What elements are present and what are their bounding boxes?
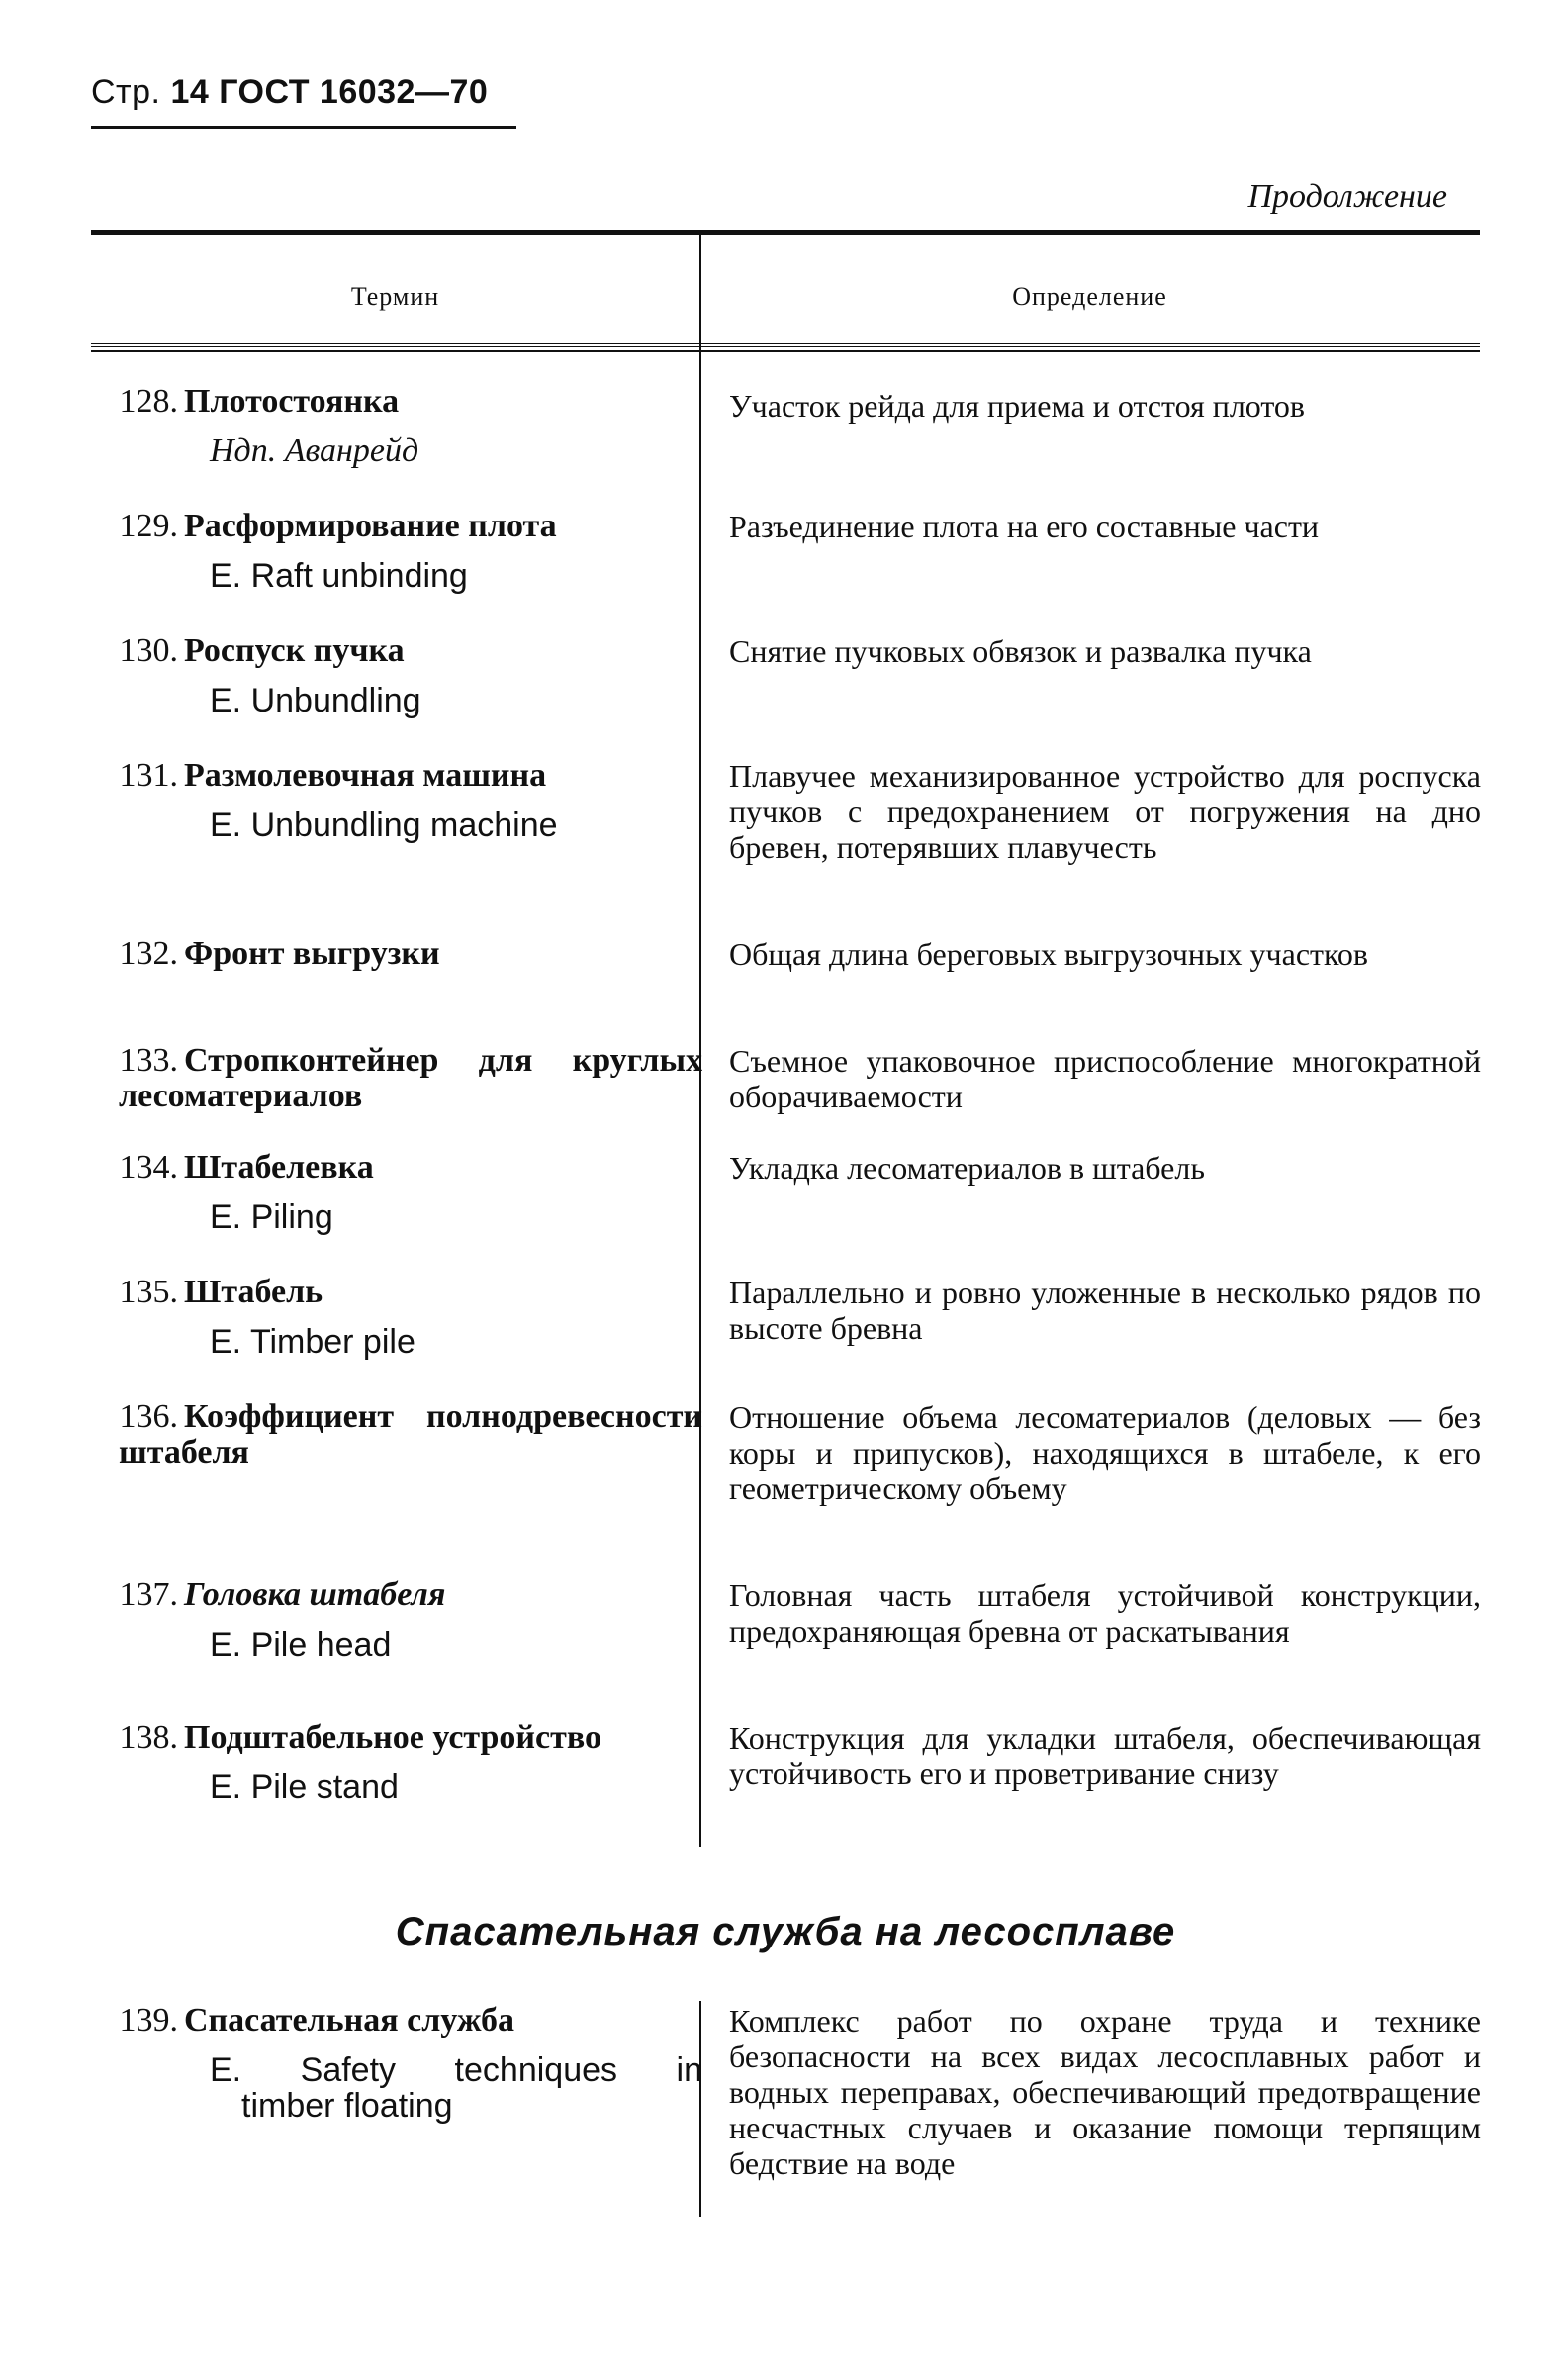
table-top-rule <box>91 230 1480 235</box>
definition-cell: Съемное упаковочное приспособление многократной оборачиваемости <box>729 1043 1481 1114</box>
term-name: Стропконтейнер для круглых лесоматериалов <box>119 1042 702 1114</box>
term-cell <box>119 1577 702 1662</box>
definition-cell: Общая длина береговых выгрузочных участков <box>729 936 1369 972</box>
term-name: Подштабельное устройство <box>184 1719 601 1756</box>
term-english: E. Piling <box>210 1198 333 1236</box>
term-english: E. Unbundling <box>210 682 421 719</box>
term-number: 137. <box>119 1576 178 1613</box>
term-name: Плотостоянка <box>184 383 400 420</box>
definition-cell: Участок рейда для приема и отстоя плотов <box>729 388 1306 424</box>
term-name: Головка штабеля <box>184 1576 446 1613</box>
term-english: E. Pile head <box>210 1626 392 1663</box>
column-header-definition: Определение <box>1012 282 1167 311</box>
definition-cell: Плавучее механизированное устройство для роспуска пучков с предохранением от погружения на дно бревен, потерявших плавучесть <box>729 758 1481 865</box>
term-number: 132. <box>119 935 178 972</box>
term-english: E. Safety techniques in <box>210 2051 702 2089</box>
table-header-rule <box>91 343 1480 352</box>
definition-cell: Разъединение плота на его составные части <box>729 509 1320 544</box>
term-number: 131. <box>119 757 178 794</box>
term-number: 139. <box>119 2002 178 2039</box>
term-name: Расформирование плота <box>184 508 557 544</box>
term-english: E. Raft unbinding <box>210 557 468 595</box>
page-header <box>91 73 516 129</box>
term-number: 130. <box>119 632 178 669</box>
page-label: Стр. <box>91 73 161 111</box>
column-header-term: Термин <box>350 282 440 311</box>
definition-cell: Конструкция для укладки штабеля, обеспечивающая устойчивость его и проветривание снизу <box>729 1720 1481 1791</box>
term-cell <box>119 758 702 843</box>
term-cell <box>119 936 702 972</box>
term-note: Ндп. Аванрейд <box>210 432 419 469</box>
term-cell <box>119 1043 702 1114</box>
term-name: Размолевочная машина <box>184 757 547 794</box>
term-english: E. Pile stand <box>210 1768 399 1806</box>
term-cell <box>119 1399 702 1471</box>
definition-cell: Укладка лесоматериалов в штабель <box>729 1150 1205 1186</box>
term-number: 136. <box>119 1398 178 1435</box>
definition-cell: Комплекс работ по охране труда и технике безопасности на всех видах лесосплавных работ и водных переправах, обеспечивающий предотвращение несчастных случаев и оказание помощи терпящим бедствие на воде <box>729 2003 1481 2181</box>
definition-cell: Головная часть штабеля устойчивой конструкции, предохраняющая бревна от раскатывания <box>729 1577 1481 1649</box>
term-english-continued: timber floating <box>241 2087 453 2125</box>
term-cell <box>119 2003 702 2124</box>
term-name: Штабелевка <box>184 1149 374 1186</box>
definition-cell: Отношение объема лесоматериалов (деловых — без коры и припусков), находящихся в штабеле, к его геометрическому объему <box>729 1399 1481 1506</box>
term-cell <box>119 1150 702 1235</box>
term-cell <box>119 633 702 718</box>
term-number: 129. <box>119 508 178 544</box>
term-cell <box>119 384 702 469</box>
term-cell <box>119 1275 702 1360</box>
section-title: Спасательная служба на лесосплаве <box>395 1910 1176 1953</box>
term-number: 135. <box>119 1274 178 1310</box>
term-number: 134. <box>119 1149 178 1186</box>
term-name: Роспуск пучка <box>184 632 405 669</box>
term-name: Фронт выгрузки <box>184 935 440 972</box>
term-name: Штабель <box>184 1274 323 1310</box>
continuation-label: Продолжение <box>1247 178 1447 215</box>
term-name: Спасательная служба <box>184 2002 515 2039</box>
definition-cell: Параллельно и ровно уложенные в несколько рядов по высоте бревна <box>729 1275 1481 1346</box>
term-name: Коэффициент полнодревесности штабеля <box>119 1398 702 1471</box>
term-number: 128. <box>119 383 178 420</box>
definition-cell: Снятие пучковых обвязок и развалка пучка <box>729 633 1312 669</box>
page-number: 14 <box>170 73 210 111</box>
term-cell <box>119 509 702 594</box>
term-cell <box>119 1720 702 1805</box>
standard-code: ГОСТ 16032—70 <box>219 73 489 111</box>
term-english: E. Unbundling machine <box>210 807 558 844</box>
term-number: 138. <box>119 1719 178 1756</box>
term-english: E. Timber pile <box>210 1323 415 1361</box>
term-number: 133. <box>119 1042 178 1079</box>
